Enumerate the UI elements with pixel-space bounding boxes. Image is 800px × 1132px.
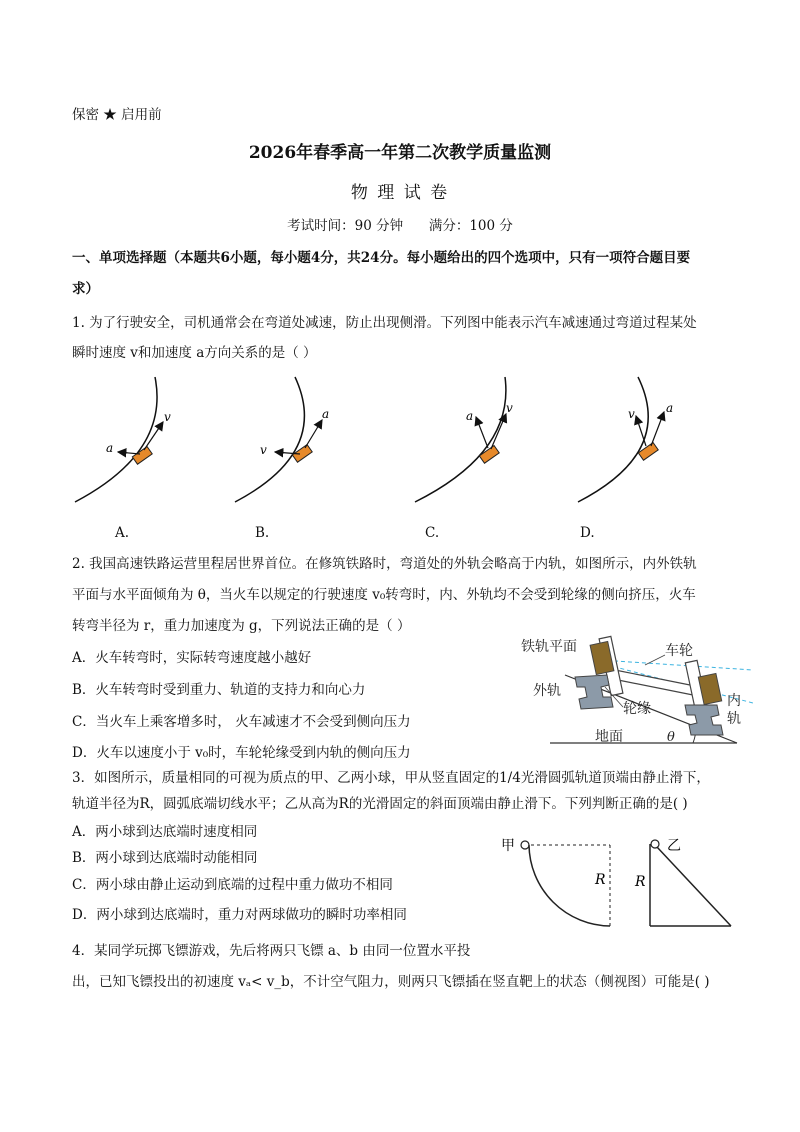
q1-stem-line2: 瞬时速度 v和加速度 a方向关系的是（ ） [72, 345, 317, 361]
exam-info: 考试时间：90 分钟 满分：100 分 [287, 218, 513, 234]
exam-title: 2026年春季高一年第二次教学质量监测 [248, 143, 552, 163]
label-jia: 甲 [501, 838, 515, 854]
q3-stem-line2: 轨道半径为R，圆弧底端切线水平；乙从高为R的光滑固定的斜面顶端由静止滑下。下列判断正确的是( ) [72, 796, 688, 812]
q1-c-v-label: v [506, 401, 513, 415]
section1-heading: 一、单项选择题（本题共6小题，每小题4分，共24分。每小题给出的四个选项中，只有一项符合题目要 [72, 250, 691, 266]
label-inner-rail-1: 内 [727, 693, 741, 709]
q1-option-c: C. [425, 525, 440, 541]
q3-option-b: B．两小球到达底端时动能相同 [72, 850, 258, 866]
q3-stem-line1: 3．如图所示，质量相同的可视为质点的甲、乙两小球，甲从竖直固定的1/4光滑圆弧轨道顶端由静止滑下， [72, 770, 710, 786]
label-wheel: 车轮 [665, 643, 693, 659]
q1-b-v-label: v [260, 443, 267, 457]
q3-option-d: D．两小球到达底端时，重力对两球做功的瞬时功率相同 [72, 907, 407, 923]
q1-a-v-label: v [164, 410, 171, 424]
q1-figure-d [578, 377, 673, 502]
label-ground: 地面 [595, 729, 623, 745]
q2-option-c: C．当火车上乘客增多时， 火车减速才不会受到侧向压力 [72, 714, 411, 730]
q2-stem-line1: 2. 我国高速铁路运营里程居世界首位。在修筑铁路时，弯道处的外轨会略高于内轨，如图所示，内外铁轨 [72, 556, 697, 572]
q1-option-d: D. [580, 525, 595, 541]
label-outer-rail: 外轨 [533, 683, 561, 699]
q3-option-c: C．两小球由静止运动到底端的过程中重力做功不相同 [72, 877, 393, 893]
label-rail-plane: 铁轨平面 [521, 639, 577, 655]
q1-b-a-label: a [322, 407, 330, 421]
subject-title: 物 理 试 卷 [350, 183, 450, 203]
label-flange: 轮缘 [623, 701, 651, 717]
q2-option-b: B．火车转弯时受到重力、轨道的支持力和向心力 [72, 682, 366, 698]
confidential-label: 保密 ★ 启用前 [72, 107, 162, 123]
label-yi: 乙 [667, 838, 681, 854]
q1-d-a-label: a [666, 401, 674, 415]
q1-c-a-label: a [466, 409, 474, 423]
q1-option-b: B. [255, 525, 270, 541]
q1-a-a-label: a [106, 441, 114, 455]
q1-stem-line1: 1. 为了行驶安全，司机通常会在弯道处减速，防止出现侧滑。下列图中能表示汽车减速通过弯道过程某处 [72, 315, 697, 331]
q2-rail-figure [505, 625, 755, 750]
label-R-arc: R [595, 872, 606, 888]
q2-stem-line2: 平面与水平面倾角为 θ，当火车以规定的行驶速度 v₀转弯时，内、外轨均不会受到轮缘的侧向挤压，火车 [72, 587, 696, 603]
label-inner-rail-2: 轨 [727, 711, 741, 727]
q4-stem-line1: 4．某同学玩掷飞镖游戏，先后将两只飞镖 a、b 由同一位置水平投 [72, 943, 471, 959]
q1-option-a: A. [115, 525, 130, 541]
q3-figure [495, 832, 735, 932]
q1-d-v-label: v [628, 407, 635, 421]
q2-stem-line3: 转弯半径为 r，重力加速度为 g，下列说法正确的是（ ） [72, 618, 411, 634]
q1-figure-b [235, 377, 329, 502]
q1-figure-a [75, 377, 171, 502]
q4-stem-line2: 出，已知飞镖投出的初速度 vₐ< v_b，不计空气阻力，则两只飞镖插在竖直靶上的状态（侧视图）可能是( ) [72, 974, 710, 990]
q1-figures [60, 372, 740, 522]
q2-option-d: D．火车以速度小于 v₀时，车轮轮缘受到内轨的侧向压力 [72, 745, 411, 761]
label-theta: θ [667, 730, 675, 745]
section1-heading-cont: 求） [72, 281, 99, 297]
label-R-incline: R [635, 874, 646, 890]
q1-figure-c [415, 377, 513, 502]
q2-option-a: A．火车转弯时，实际转弯速度越小越好 [72, 650, 312, 666]
q3-option-a: A．两小球到达底端时速度相同 [72, 824, 258, 840]
